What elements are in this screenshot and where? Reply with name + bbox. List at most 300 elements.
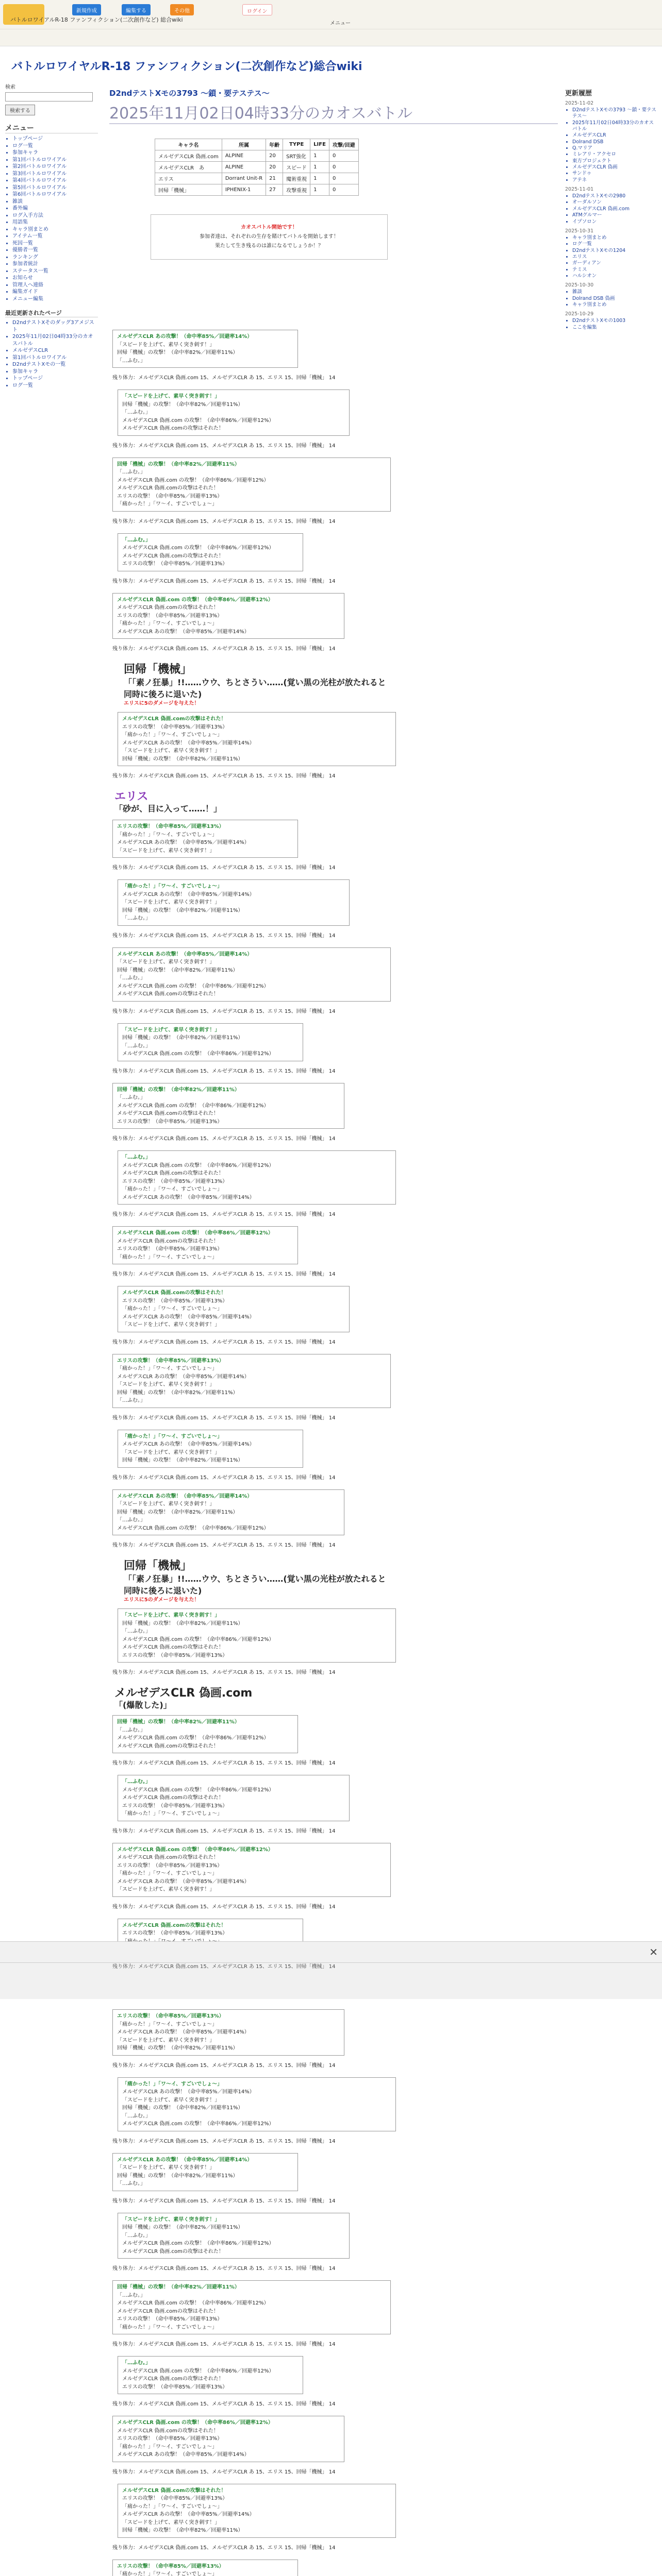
log-line: 回帰「機械」の攻撃！（命中率82%／回避率11%） (117, 350, 238, 355)
menu-item[interactable]: • 第4回バトルロワイアル (12, 177, 98, 184)
log-line: 「…ふむ。」 (117, 1517, 145, 1523)
recent-item[interactable]: • メルゼデスCLR (12, 347, 98, 354)
site-title[interactable]: バトルロワイヤルR-18 ファンフィクション(二次創作など)総合wiki (11, 60, 362, 73)
log-line: エリスの攻撃！（命中率85%／回避率13%） (117, 1246, 223, 1252)
table-cell: 20 (266, 162, 283, 173)
table-cell[interactable]: メルゼデスCLR あ (155, 162, 222, 173)
search-button[interactable]: 検索する (5, 105, 35, 115)
menu-item[interactable]: • 第5回バトルロワイアル (12, 184, 98, 192)
log-box (112, 1489, 344, 1536)
log-line: エリスの攻撃！（命中率85%／回避率13%） (117, 2013, 224, 2019)
log-line: エリスの攻撃！（命中率85%／回避率13%） (117, 613, 223, 619)
log-line: 「…ふむ。」 (117, 469, 145, 475)
log-line: メルゼデスCLR 偽画.com の攻撃！（命中率86%／回避率12%） (117, 597, 273, 603)
log-line: メルゼデスCLR 偽画.comの攻撃はそれた！ (117, 485, 219, 491)
log-box (112, 947, 391, 1002)
log-line: 「痛かった！」「ワ〜イ、すごいでしょ〜」 (117, 2571, 218, 2576)
log-box (112, 593, 344, 639)
intro-box (151, 214, 388, 260)
log-line: 「スピードを上げて、素早く突き刺す！」 (122, 1027, 220, 1033)
log-line: 回帰「機械」の攻撃！（命中率82%／回避率11%） (117, 1509, 238, 1515)
turn-status: 残り体力：メルゼデスCLR 偽画.com 15、メルゼデスCLR あ 15、エリス 15、回帰「機械」 14 (112, 2342, 336, 2347)
log-line: メルゼデスCLR 偽画.comの攻撃はそれた！ (122, 553, 224, 559)
log-line: エリスの攻撃！（命中率85%／回避率13%） (117, 1358, 224, 1364)
menu-item[interactable]: • 管理人へ連絡 (12, 282, 98, 289)
history-item[interactable]: • イプソロン (572, 219, 658, 225)
history-item[interactable]: • メルゼデスCLR (572, 132, 658, 139)
log-line: 回帰「機械」の攻撃！（命中率82%／回避率11%） (122, 2225, 243, 2230)
log-line: メルゼデスCLR 偽画.comの攻撃はそれた！ (122, 1290, 226, 1296)
log-line: メルゼデスCLR 偽画.comの攻撃はそれた！ (122, 426, 224, 431)
log-line: エリスの攻撃！（命中率85%／回避率13%） (122, 2496, 228, 2501)
log-line: メルゼデスCLR 偽画.comの攻撃はそれた！ (122, 1795, 224, 1801)
log-box (118, 1023, 303, 1061)
turn-status: 残り体力：メルゼデスCLR 偽画.com 15、メルゼデスCLR あ 15、エリス 15、回帰「機械」 14 (112, 1136, 336, 1142)
log-line: メルゼデスCLR 偽画.com の攻撃！（命中率86%／回避率12%） (117, 1525, 269, 1531)
log-box (118, 2077, 396, 2131)
edit-button[interactable]: 編集する (122, 4, 151, 15)
log-line: メルゼデスCLR あの攻撃！（命中率85%／回避率14%） (122, 740, 255, 746)
log-line: 「…ふむ。」 (122, 410, 151, 415)
history-item[interactable]: • キャラ別まとめ (572, 235, 658, 241)
recent-item[interactable]: • ログ一覧 (12, 382, 98, 389)
menu-item[interactable]: • トップページ (12, 135, 98, 143)
history-item[interactable]: • サンドゥ (572, 171, 658, 177)
new-page-button[interactable]: 新規作成 (72, 4, 101, 15)
history-date: 2025-10-31 (565, 228, 594, 234)
merc-callout: メルゼデスCLR 偽画.com (114, 1687, 253, 1700)
menu-heading: メニュー (5, 123, 98, 133)
log-line: メルゼデスCLR あの攻撃！（命中率85%／回避率14%） (122, 891, 255, 897)
log-line: 「スピードを上げて、素早く突き刺す！」 (117, 1382, 215, 1387)
turn-status: 残り体力：メルゼデスCLR 偽画.com 15、メルゼデスCLR あ 15、エリス 15、回帰「機械」 14 (112, 2138, 336, 2144)
log-line: 「痛かった！」「ワ〜イ、すごいでしょ〜」 (117, 2324, 218, 2330)
table-cell: スピード (283, 162, 310, 173)
log-line: メルゼデスCLR あの攻撃！（命中率85%／回避率14%） (117, 334, 253, 340)
log-box (118, 389, 350, 436)
log-line: 「痛かった！」「ワ〜イ、すごいでしょ〜」 (117, 2444, 218, 2450)
history-item[interactable]: • ここを編集 (572, 325, 658, 331)
log-line: 回帰「機械」の攻撃！（命中率82%／回避率11%） (122, 2105, 243, 2111)
log-line: 「スピードを上げて、素早く突き刺す！」 (122, 394, 220, 399)
history-date: 2025-11-02 (565, 100, 594, 106)
menu-item[interactable]: • 雑談 (12, 198, 98, 206)
menu-item[interactable]: • ログ一覧 (12, 143, 98, 150)
log-box (118, 1286, 350, 1332)
log-line: メルゼデスCLR 偽画.com の攻撃！（命中率86%／回避率12%） (122, 2241, 274, 2246)
recent-item[interactable]: • D2ndテストXモの一覧 (12, 361, 98, 368)
menu-item[interactable]: • 優勝者一覧 (12, 247, 98, 254)
history-item[interactable]: • テミス (572, 267, 658, 273)
log-line: 「痛かった！」「ワ〜イ、すごいでしょ〜」 (122, 732, 223, 738)
history-item[interactable]: • 雑談 (572, 289, 658, 295)
log-line: エリスの攻撃！（命中率85%／回避率13%） (117, 2563, 224, 2569)
log-line: 「スピードを上げて、素早く突き刺す！」 (117, 2037, 215, 2043)
log-line: 「痛かった！」「ワ〜イ、すごいでしょ〜」 (122, 2081, 223, 2087)
log-line: 「スピードを上げて、素早く突き刺す！」 (117, 1501, 215, 1507)
log-line: 「…ふむ。」 (122, 916, 151, 921)
log-line: エリスの攻撃！（命中率85%／回避率13%） (117, 824, 224, 829)
history-list (565, 235, 658, 279)
menu-item[interactable]: • 参加キャラ (12, 149, 98, 157)
log-line: メルゼデスCLR あの攻撃！（命中率85%／回避率14%） (117, 951, 253, 957)
log-line: メルゼデスCLR あの攻撃！（命中率85%／回避率14%） (117, 629, 250, 635)
intro-line-2: 参加者達は、それぞれの生存を賭けてバトルを開始します！ (200, 234, 339, 240)
log-line: エリスの攻撃！（命中率85%／回避率13%） (117, 1118, 223, 1125)
history-item[interactable]: • Q.マリア (572, 145, 658, 151)
history-item[interactable]: • メルゼデスCLR 偽画.com (572, 206, 658, 212)
log-line: 「痛かった！」「ワ〜イ、すごいでしょ〜」 (122, 1811, 223, 1817)
log-line: メルゼデスCLR あの攻撃！（命中率85%／回避率14%） (122, 1442, 255, 1447)
log-box (112, 820, 298, 858)
turn-status: 残り体力：メルゼデスCLR 偽画.com 15、メルゼデスCLR あ 15、エリス 15、回帰「機械」 14 (112, 2198, 336, 2204)
log-line: エリスの攻撃！（命中率85%／回避率13%） (122, 1930, 228, 1936)
log-line: エリスの攻撃！（命中率85%／回避率13%） (122, 1298, 228, 1304)
table-row (155, 150, 359, 162)
turn-status: 残り体力：メルゼデスCLR 偽画.com 15、メルゼデスCLR あ 15、エリス 15、回帰「機械」 14 (112, 773, 336, 779)
toolbar-row (0, 29, 662, 42)
history-item[interactable]: • エリス (572, 254, 658, 260)
history-date: 2025-11-01 (565, 187, 594, 193)
turn-status: 残り体力：メルゼデスCLR 偽画.com 15、メルゼデスCLR あ 15、エリス 15、回帰「機械」 14 (112, 1475, 336, 1481)
machine-quote: 「「素ノ狂暴」!!……ウウ、ちとさうい……(覚い黒の光柱が放たれると同時に後ろに退いた) (124, 677, 386, 699)
history-item[interactable]: • 2025年11月02日04時33分のカオスバトル (572, 120, 658, 133)
history-list (565, 107, 658, 183)
intro-line-3: 果たして生き残るのは誰になるでしょうか！？ (215, 243, 323, 249)
recent-item[interactable]: • 2025年11月02日04時33分のカオスバトル (12, 333, 98, 347)
log-line: メルゼデスCLR あの攻撃！（命中率85%／回避率14%） (117, 840, 250, 845)
turn-status: 残り体力：メルゼデスCLR 偽画.com 15、メルゼデスCLR あ 15、エリス 15、回帰「機械」 14 (112, 1828, 336, 1834)
history-item[interactable]: • Dolrand DSB (572, 139, 658, 145)
log-line: 「…ふむ。」 (117, 1398, 145, 1403)
turn-status: 残り体力：メルゼデスCLR 偽画.com 15、メルゼデスCLR あ 15、エリス 15、回帰「機械」 14 (112, 1904, 336, 1910)
log-line: 「…ふむ。」 (117, 1727, 145, 1733)
history-date: 2025-10-29 (565, 311, 594, 317)
log-line: 「…ふむ。」 (117, 1095, 145, 1100)
log-line: 「スピードを上げて、素早く突き刺す！」 (122, 2216, 220, 2223)
log-box (112, 2416, 344, 2462)
menu-link[interactable]: メニュー (330, 21, 351, 26)
log-line: 回帰「機械」の攻撃！（命中率82%／回避率11%） (122, 1620, 243, 1626)
log-line: メルゼデスCLR 偽画.comの攻撃はそれた！ (117, 2308, 219, 2314)
turn-status: 残り体力：メルゼデスCLR 偽画.com 15、メルゼデスCLR あ 15、エリス 15、回帰「機械」 14 (112, 375, 336, 381)
menu-item[interactable]: • 編集ガイド (12, 289, 98, 296)
log-line: メルゼデスCLR 偽画.comの攻撃はそれた！ (122, 2248, 224, 2255)
log-line: エリスの攻撃！（命中率85%／回避率13%） (122, 1178, 228, 1184)
menu-item[interactable]: • 用語集 (12, 219, 98, 226)
site-name: バトルロワイアルR-18 ファンフィクション(二次創作など) 総合wiki (10, 16, 183, 23)
log-line: エリスの攻撃！（命中率85%／回避率13%） (122, 1803, 228, 1809)
log-line: メルゼデスCLR 偽画.comの攻撃はそれた！ (122, 2487, 226, 2494)
menu-item[interactable]: • お知らせ (12, 275, 98, 282)
log-line: 「痛かった！」「ワ〜イ、すごいでしょ〜」 (117, 832, 218, 838)
log-line: メルゼデスCLR 偽画.comの攻撃はそれた！ (117, 1111, 219, 1116)
other-button[interactable]: その他 (170, 4, 194, 15)
merc-quote: 「(爆散した)」 (114, 1700, 172, 1710)
log-line: メルゼデスCLR 偽画.com の攻撃！（命中率86%／回避率12%） (122, 1787, 274, 1793)
log-box (118, 533, 303, 571)
participant-table (155, 139, 359, 196)
log-line: メルゼデスCLR 偽画.com の攻撃！（命中率86%／回避率12%） (122, 417, 274, 423)
log-line: 「…ふむ。」 (122, 2360, 151, 2366)
log-line: メルゼデスCLR 偽画.com の攻撃！（命中率86%／回避率12%） (117, 1103, 269, 1109)
intro-line-1: カオスバトル開始です！ (241, 225, 297, 230)
history-item[interactable]: • D2ndテストXモの1003 (572, 318, 658, 324)
log-line: 回帰「機械」の攻撃！（命中率82%／回避率11%） (117, 461, 240, 467)
elis-callout: エリス (114, 790, 148, 803)
log-line: メルゼデスCLR 偽画.com の攻撃！（命中率86%／回避率12%） (117, 1846, 273, 1853)
log-line: 「痛かった！」「ワ〜イ、すごいでしょ〜」 (117, 1871, 218, 1876)
table-header: 攻撃/回避 (329, 139, 358, 150)
log-line: エリスの攻撃！（命中率85%／回避率13%） (122, 1652, 228, 1658)
log-line: 「…ふむ。」 (117, 358, 145, 364)
history-item[interactable]: • オーダルソン (572, 199, 658, 206)
menu-item[interactable]: • 第6回バトルロワイアル (12, 191, 98, 198)
log-box (112, 1715, 298, 1753)
log-line: メルゼデスCLR 偽画.comの攻撃はそれた！ (122, 1645, 224, 1650)
log-line: メルゼデスCLR あの攻撃！（命中率85%／回避率14%） (117, 1374, 250, 1380)
history-item[interactable]: • Dolrand DSB 偽画 (572, 296, 658, 302)
log-line: 回帰「機械」の攻撃！（命中率82%／回避率11%） (122, 2528, 243, 2533)
log-line: 回帰「機械」の攻撃！（命中率82%／回避率11%） (117, 1719, 240, 1725)
table-row (155, 162, 359, 173)
page-subtitle[interactable]: D2ndテストXモの3793 〜鎖・要テステス〜 (109, 89, 270, 98)
log-line: 「…ふむ。」 (117, 975, 145, 981)
history-item[interactable]: • ミレアリ・アクセロ (572, 151, 658, 158)
turn-status: 残り体力：メルゼデスCLR 偽画.com 15、メルゼデスCLR あ 15、エリス 15、回帰「機械」 14 (112, 1212, 336, 1217)
turn-status: 残り体力：メルゼデスCLR 偽画.com 15、メルゼデスCLR あ 15、エリス 15、回帰「機械」 14 (112, 2266, 336, 2272)
log-line: 「スピードを上げて、素早く突き刺す！」 (117, 848, 215, 854)
turn-status: 残り体力：メルゼデスCLR 偽画.com 15、メルゼデスCLR あ 15、エリス 15、回帰「機械」 14 (112, 1963, 336, 1970)
table-cell: ALPINE (222, 150, 266, 162)
log-line: メルゼデスCLR 偽画.com の攻撃！（命中率86%／回避率12%） (117, 1230, 273, 1236)
turn-status: 残り体力：メルゼデスCLR 偽画.com 15、メルゼデスCLR あ 15、エリス 15、回帰「機械」 14 (112, 443, 336, 449)
log-line: 「痛かった！」「ワ〜イ、すごいでしょ〜」 (117, 501, 218, 507)
log-line: 「痛かった！」「ワ〜イ、すごいでしょ〜」 (122, 1187, 223, 1192)
close-icon[interactable]: ✕ (649, 1946, 658, 1958)
log-line: 「…ふむ。」 (122, 1779, 151, 1785)
turn-status: 残り体力：メルゼデスCLR 偽画.com 15、メルゼデスCLR あ 15、エリス 15、回帰「機械」 14 (112, 578, 336, 584)
log-box (118, 1430, 303, 1468)
log-box (112, 1083, 344, 1129)
machine-quote: 「「素ノ狂暴」!!……ウウ、ちとさうい……(覚い黒の光柱が放たれると同時に後ろに退いた) (124, 1574, 386, 1596)
log-line: 「痛かった！」「ワ〜イ、すごいでしょ〜」 (117, 1366, 218, 1371)
history-item[interactable]: • ハルシオン (572, 273, 658, 279)
log-line: 「痛かった！」「ワ〜イ、すごいでしょ〜」 (122, 1433, 223, 1439)
history-list (565, 193, 658, 225)
log-line: メルゼデスCLR 偽画.com の攻撃！（命中率86%／回避率12%） (122, 1051, 274, 1057)
table-cell[interactable]: メルゼデスCLR 偽画.com (155, 150, 222, 162)
log-line: 「スピードを上げて、素早く突き刺す！」 (122, 1322, 220, 1328)
history-item[interactable]: • キャラ別まとめ (572, 302, 658, 308)
log-line: メルゼデスCLR 偽画.comの攻撃はそれた！ (122, 1171, 224, 1176)
table-row (155, 173, 359, 184)
table-cell[interactable]: 回帰「機械」 (155, 184, 222, 196)
log-line: 「スピードを上げて、素早く突き刺す！」 (117, 2165, 215, 2171)
turn-status: 残り体力：メルゼデスCLR 偽画.com 15、メルゼデスCLR あ 15、エリス 15、回帰「機械」 14 (112, 865, 336, 871)
table-header-row (155, 139, 359, 150)
menu-item[interactable]: • アイテム一覧 (12, 233, 98, 240)
menu-item[interactable]: • 第2回バトルロワイアル (12, 163, 98, 171)
history-date: 2025-10-30 (565, 282, 594, 289)
turn-status: 残り体力：メルゼデスCLR 偽画.com 15、メルゼデスCLR あ 15、エリス 15、回帰「機械」 14 (112, 1272, 336, 1277)
table-cell: 1 (310, 150, 329, 162)
table-header: 年齢 (266, 139, 283, 150)
log-box (118, 2356, 303, 2394)
log-line: 「スピードを上げて、素早く突き刺す！」 (117, 1887, 215, 1892)
right-sidebar (565, 88, 658, 331)
log-box (112, 457, 391, 512)
menu-item[interactable]: • ランキング (12, 254, 98, 261)
machine-callout: 回帰「機械」 (124, 663, 192, 676)
log-line: 「痛かった！」「ワ〜イ、すごいでしょ〜」 (117, 1254, 218, 1260)
menu-item[interactable]: • メニュー編集 (12, 296, 98, 303)
log-line: エリスの攻撃！（命中率85%／回避率13%） (117, 2316, 223, 2322)
turn-status: 残り体力：メルゼデスCLR 偽画.com 15、メルゼデスCLR あ 15、エリス 15、回帰「機械」 14 (112, 518, 336, 524)
table-cell: 1 (310, 162, 329, 173)
log-line: 「…ふむ。」 (122, 2232, 151, 2239)
log-line: 回帰「機械」の攻撃！（命中率82%／回避率11%） (117, 1087, 240, 1093)
log-box (112, 2009, 344, 2056)
log-line: メルゼデスCLR 偽画.com の攻撃！（命中率86%／回避率12%） (122, 2121, 274, 2127)
left-sidebar (5, 82, 98, 389)
log-line: 「…ふむ。」 (122, 537, 151, 543)
menu-item[interactable]: • 参加者統計 (12, 261, 98, 268)
table-cell: 1 (310, 173, 329, 184)
history-item[interactable]: • ガーディアン (572, 260, 658, 266)
menu-item[interactable]: • 第1回バトルロワイアル (12, 157, 98, 164)
log-line: 「スピードを上げて、素早く突き刺す！」 (117, 959, 215, 965)
log-line: 「…ふむ。」 (122, 1629, 151, 1634)
table-row (155, 184, 359, 196)
table-cell: SRT強化 (283, 150, 310, 162)
log-box (112, 2153, 298, 2191)
log-line: メルゼデスCLR 偽画.com の攻撃！（命中率86%／回避率12%） (117, 477, 269, 483)
recent-item[interactable]: • トップページ (12, 375, 98, 382)
history-item[interactable]: • メルゼデスCLR 偽画 (572, 164, 658, 171)
turn-status: 残り体力：メルゼデスCLR 偽画.com 15、メルゼデスCLR あ 15、エリス 15、回帰「機械」 14 (112, 1339, 336, 1345)
log-line: エリスの攻撃！（命中率85%／回避率13%） (117, 1862, 223, 1869)
recent-item[interactable]: • D2ndテストXそのダッグ3アメジスト (12, 319, 98, 333)
log-box (118, 2484, 396, 2538)
log-line: 回帰「機械」の攻撃！（命中率82%／回避率11%） (122, 401, 243, 408)
log-line: メルゼデスCLR あの攻撃！（命中率85%／回避率14%） (122, 1194, 255, 1200)
log-box (112, 1226, 298, 1264)
log-line: メルゼデスCLR あの攻撃！（命中率85%／回避率14%） (122, 1314, 255, 1320)
log-box (112, 2560, 298, 2576)
search-input[interactable] (5, 92, 93, 101)
table-cell: IPHENIX-1 (222, 184, 266, 196)
menu-item[interactable]: • ログ入手方法 (12, 212, 98, 219)
log-box (118, 879, 350, 926)
recent-heading: 最近更新されたページ (5, 309, 98, 317)
history-list (565, 318, 658, 331)
table-cell: 1 (310, 184, 329, 196)
turn-status: 残り体力：メルゼデスCLR 偽画.com 15、メルゼデスCLR あ 15、エリス 15、回帰「機械」 14 (112, 1670, 336, 1675)
log-line: メルゼデスCLR 偽画.comの攻撃はそれた！ (117, 991, 219, 997)
damage-line: エリスに5のダメージを与えた！ (124, 1597, 200, 1603)
turn-status: 残り体力：メルゼデスCLR 偽画.com 15、メルゼデスCLR あ 15、エリス 15、回帰「機械」 14 (112, 2062, 336, 2069)
recent-item[interactable]: • 第1回バトルロワイアル (12, 354, 98, 362)
log-box (118, 1608, 396, 1663)
turn-status: 残り体力：メルゼデスCLR 偽画.com 15、メルゼデスCLR あ 15、エリス 15、回帰「機械」 14 (112, 2469, 336, 2475)
history-item[interactable]: • D2ndテストXモの2980 (572, 193, 658, 199)
log-line: 回帰「機械」の攻撃！（命中率82%／回避率11%） (117, 2284, 240, 2290)
history-item[interactable]: • アテネ (572, 177, 658, 183)
log-line: 「…ふむ。」 (117, 2292, 145, 2298)
sticky-ad-bar (0, 1941, 662, 1963)
menu-item[interactable]: • 死因一覧 (12, 240, 98, 247)
log-line: 「スピードを上げて、素早く突き刺す！」 (122, 2097, 220, 2103)
menu-item[interactable]: • 番外編 (12, 205, 98, 212)
log-line: メルゼデスCLR あの攻撃！（命中率85%／回避率14%） (117, 2157, 253, 2163)
turn-status: 残り体力：メルゼデスCLR 偽画.com 15、メルゼデスCLR あ 15、エリス 15、回帰「機械」 14 (112, 1543, 336, 1548)
log-line: メルゼデスCLR 偽画.comの攻撃はそれた！ (117, 605, 219, 611)
log-line: メルゼデスCLR 偽画.comの攻撃はそれた！ (117, 1743, 219, 1749)
log-line: 回帰「機械」の攻撃！（命中率82%／回避率11%） (117, 2173, 238, 2179)
log-line: 回帰「機械」の攻撃！（命中率82%／回避率11%） (122, 1458, 243, 1463)
table-header: 所属 (222, 139, 266, 150)
log-line: エリスの攻撃！（命中率85%／回避率13%） (117, 2436, 223, 2442)
table-cell: 27 (266, 184, 283, 196)
table-cell[interactable]: エリス (155, 173, 222, 184)
log-line: エリスの攻撃！（命中率85%／回避率13%） (122, 561, 228, 567)
recent-list (5, 319, 98, 389)
table-header: TYPE (283, 139, 310, 150)
log-line: 「…ふむ。」 (122, 1043, 151, 1049)
history-item[interactable]: • D2ndテストXモの1204 (572, 248, 658, 254)
log-line: メルゼデスCLR あの攻撃！（命中率85%／回避率14%） (117, 1493, 253, 1499)
turn-status: 残り体力：メルゼデスCLR 偽画.com 15、メルゼデスCLR あ 15、エリス 15、回帰「機械」 14 (112, 1068, 336, 1074)
menu-item[interactable]: • 第3回バトルロワイアル (12, 171, 98, 178)
history-item[interactable]: • ログ一覧 (572, 241, 658, 247)
log-line: 「痛かった！」「ワ〜イ、すごいでしょ〜」 (122, 884, 223, 889)
log-box (118, 2213, 350, 2259)
log-line: メルゼデスCLR 偽画.comの攻撃はそれた！ (117, 1855, 219, 1860)
log-line: メルゼデスCLR 偽画.com の攻撃！（命中率86%／回避率12%） (122, 2368, 274, 2374)
table-header: LIFE (310, 139, 329, 150)
log-box (112, 1354, 391, 1408)
log-line: メルゼデスCLR 偽画.com の攻撃！（命中率86%／回避率12%） (117, 983, 269, 989)
log-line: 回帰「機械」の攻撃！（命中率82%／回避率11%） (117, 967, 238, 973)
log-box (112, 330, 298, 368)
log-line: メルゼデスCLR あの攻撃！（命中率85%／回避率14%） (117, 2029, 250, 2035)
log-line: メルゼデスCLR 偽画.comの攻撃はそれた！ (122, 716, 226, 722)
log-line: メルゼデスCLR 偽画.com の攻撃！（命中率86%／回避率12%） (117, 1735, 269, 1741)
log-line: 「痛かった！」「ワ〜イ、すごいでしょ〜」 (117, 621, 218, 626)
main-content (109, 88, 558, 260)
menu-list (5, 135, 98, 302)
table-cell: 0 (329, 173, 358, 184)
log-line: 回帰「機械」の攻撃！（命中率82%／回避率11%） (122, 756, 243, 762)
log-line: メルゼデスCLR あの攻撃！（命中率85%／回避率14%） (122, 2512, 255, 2517)
log-line: メルゼデスCLR 偽画.com の攻撃！（命中率86%／回避率12%） (122, 1636, 274, 1642)
log-line: メルゼデスCLR あの攻撃！（命中率85%／回避率14%） (122, 2089, 255, 2095)
log-line: メルゼデスCLR あの攻撃！（命中率85%／回避率14%） (117, 2452, 250, 2458)
table-cell: 0 (329, 150, 358, 162)
page-title: 2025年11月02日04時33分のカオスバトル (109, 100, 558, 124)
login-button[interactable]: ログイン (242, 4, 272, 15)
recent-item[interactable]: • 参加キャラ (12, 368, 98, 376)
log-line: エリスの攻撃！（命中率85%／回避率13%） (117, 493, 223, 499)
history-item[interactable]: • 東方プロジェクト (572, 158, 658, 164)
menu-item[interactable]: • ステータス一覧 (12, 268, 98, 275)
history-item[interactable]: • D2ndテストXモの3793 〜鎖・要テステス〜 (572, 107, 658, 120)
log-line: 回帰「機械」の攻撃！（命中率82%／回避率11%） (122, 907, 243, 913)
history-item[interactable]: • ATMグルマー (572, 212, 658, 218)
menu-item[interactable]: • キャラ別まとめ (12, 226, 98, 233)
turn-status: 残り体力：メルゼデスCLR 偽画.com 15、メルゼデスCLR あ 15、エリス 15、回帰「機械」 14 (112, 2545, 336, 2551)
